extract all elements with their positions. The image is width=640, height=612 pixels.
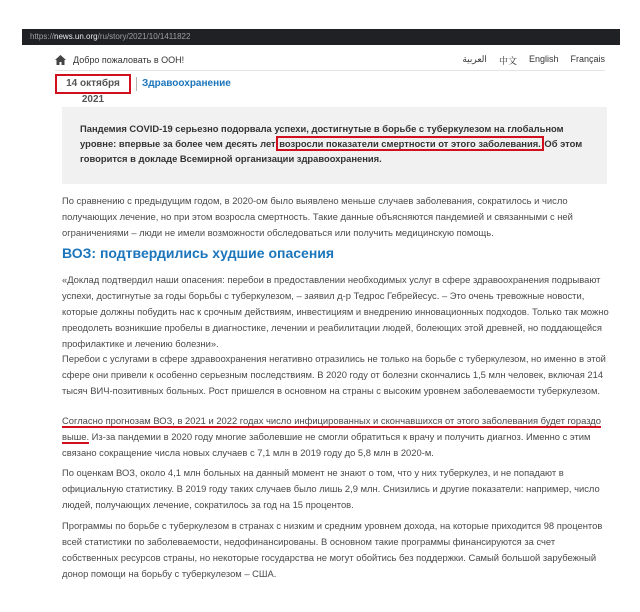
lead-text-start: Пандемия COVID-19 серьезно подорвала успехи, достигнутые в борьбе с туберкулезом на глобальном уровне: впервые за более чем десять лет — [80, 123, 564, 149]
welcome-link[interactable]: Добро пожаловать в ООН! — [73, 55, 185, 65]
home-icon[interactable] — [55, 55, 66, 65]
nav-divider — [55, 70, 605, 71]
lead-highlight: возросли показатели смертности от этого заболевания. — [279, 138, 541, 149]
meta-separator — [136, 77, 137, 91]
forecast-underline: Согласно прогнозам ВОЗ, в 2021 и 2022 годах число инфицированных и скончавшихся от этого заболевания будет гораздо выше. — [62, 415, 601, 442]
language-switcher — [462, 54, 605, 67]
address-bar[interactable] — [22, 29, 620, 45]
url-path: /ru/story/2021/10/1411822 — [97, 32, 191, 41]
article-lead — [62, 107, 607, 184]
paragraph-6: Программы по борьбе с туберкулезом в странах с низким и средним уровнем дохода, на которые приходится 98 процентов всей статистики по заболеваемости, недофинансированы. В основном такие программы финансируются за счет собственных ресурсов страны, но некоторые государства не могут обойтись без поддержки. Самый большой зарубежный донор помощи на борьбу с туберкулезом – США. — [62, 520, 603, 579]
top-navigation — [55, 50, 605, 70]
lang-arabic[interactable]: العربية — [462, 54, 487, 64]
section-heading: ВОЗ: подтвердились худшие опасения — [62, 245, 335, 261]
article-date: 14 октября 2021 — [55, 74, 131, 94]
paragraph-4-rest: Из-за пандемии в 2020 году многие заболевшие не смогли обратиться к врачу и получить диагноз. Именно с этим связано сокращение числа новых случаев с 7,1 млн в 2019 году до 5,8 млн в 2020-м. — [62, 431, 591, 458]
url-host: news.un.org — [54, 32, 98, 41]
lang-chinese[interactable]: 中文 — [498, 56, 517, 66]
paragraph-4 — [62, 413, 610, 461]
lang-english[interactable]: English — [528, 54, 559, 64]
topic-link[interactable]: Здравоохранение — [142, 78, 231, 89]
url-scheme: https:// — [30, 32, 55, 41]
paragraph-5: По оценкам ВОЗ, около 4,1 млн больных на данный момент не знают о том, что у них туберкулез, и не попадают в официальную статистику. В 2019 году таких случаев было лишь 2,9 млн. Снизились и другие показатели: например, число людей, получающих лечение, сократилось за год на 15 процентов. — [62, 467, 600, 510]
paragraph-2: «Доклад подтвердил наши опасения: перебои в предоставлении необходимых услуг в сфере здравоохранения подрывают успехи, достигнутые за годы борьбы с туберкулезом, – заявил д-р Тедрос Гебрейесус. – Это очень тревожные новости, которые должны побудить нас к срочным действиям, инвестициям и внедрению инновационных подходов. Только так можно преодолеть возникшие пробелы в диагностике, лечении и реабилитации людей, болеющих этой древней, но поддающейся профилактике и лечению болезни». — [62, 274, 609, 349]
paragraph-1: По сравнению с предыдущим годом, в 2020-ом было выявлено меньше случаев заболевания, сократилось и число получающих лечение, но при этом возросла смертность. Такие данные объясняются пандемией и связанными с ней ограничениями – люди не имели возможности обследоваться или получить медицинскую помощь. — [62, 195, 573, 238]
lead-text-end: Об этом говорится в докладе Всемирной организации здравоохранения. — [80, 138, 583, 164]
paragraph-3: Перебои с услугами в сфере здравоохранения негативно отразились не только на борьбе с туберкулезом, но именно в этой сфере они привели к особенно серьезным последствиям. В 2020 году от болезни скончались 1,5 млн человек, включая 214 тысяч ВИЧ-позитивных больных. Рост пришелся в основном на страны с высоким уровнем заболеваемости туберкулезом. — [62, 353, 606, 396]
lang-french[interactable]: Français — [570, 54, 605, 64]
